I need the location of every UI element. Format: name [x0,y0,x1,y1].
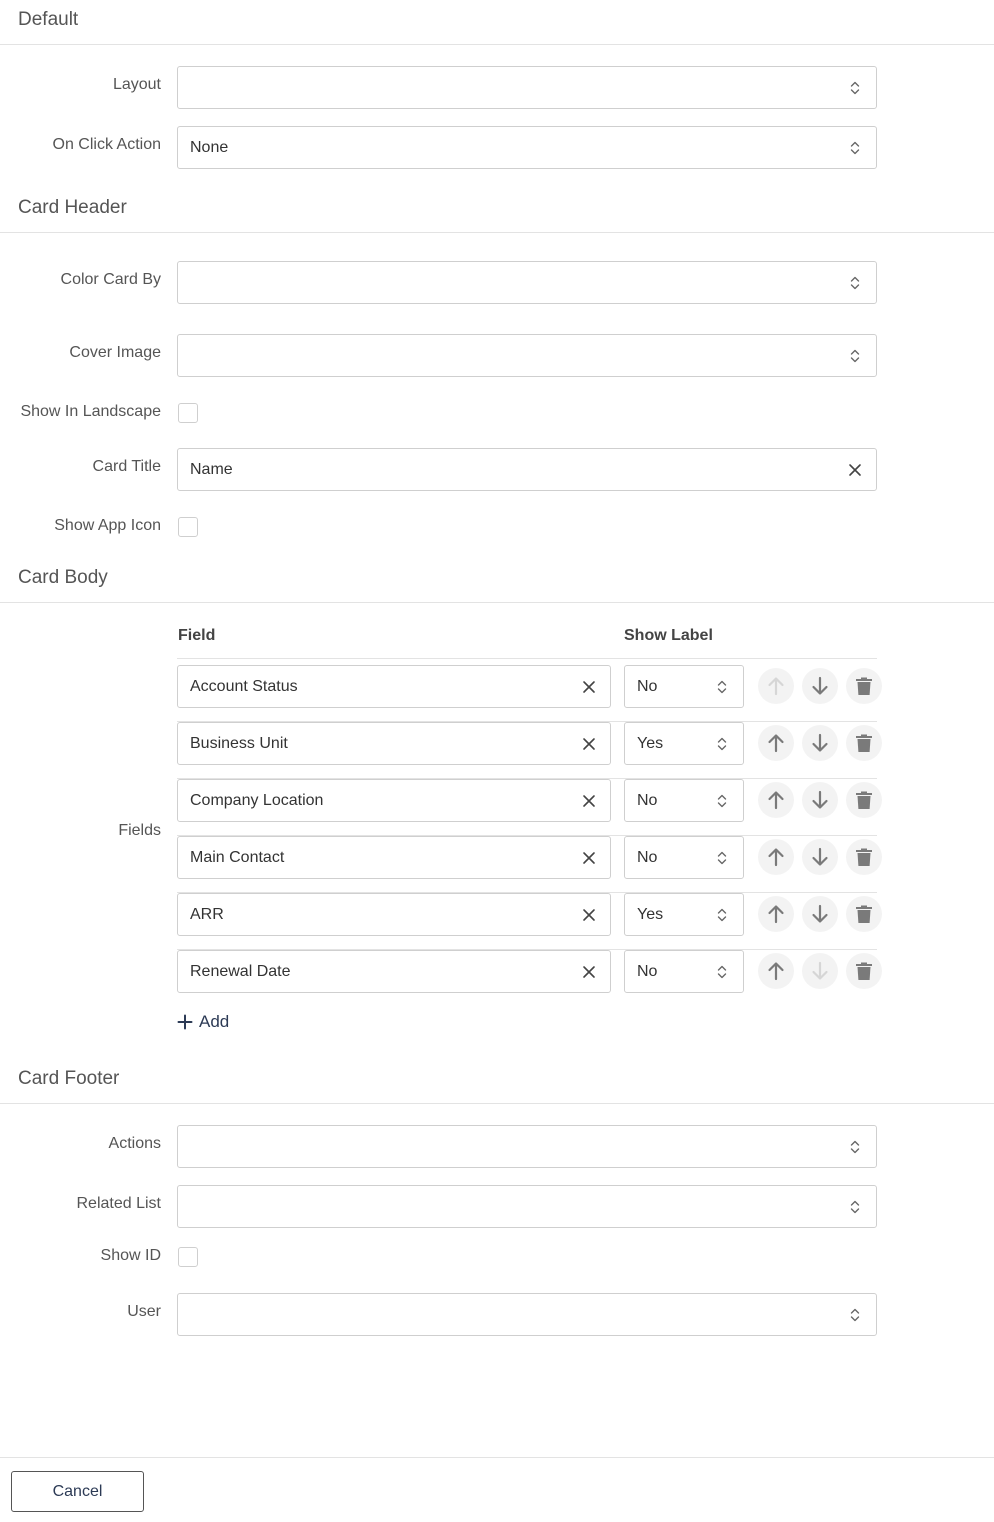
field-value: Main Contact [190,848,285,866]
arrow-up-icon [767,790,785,810]
arrow-down-icon [811,961,829,981]
clear-icon[interactable] [578,961,600,983]
section-title-default: Default [18,9,79,30]
table-row [177,779,877,836]
arrow-up-icon [767,904,785,924]
section-title-card-header: Card Header [18,197,127,218]
chevron-up-down-icon [848,77,862,99]
actions-label: Actions [108,1135,161,1152]
arrow-up-icon [767,733,785,753]
show-app-icon-checkbox[interactable] [178,517,198,537]
field-select[interactable] [177,836,611,879]
field-select[interactable] [177,779,611,822]
field-value: Business Unit [190,734,288,752]
show-in-landscape-label: Show In Landscape [20,403,161,420]
show-id-label: Show ID [100,1247,161,1264]
delete-button[interactable] [846,668,882,704]
show-app-icon-label: Show App Icon [54,517,161,534]
show-label-select[interactable] [624,836,744,879]
card-title-label: Card Title [92,458,161,475]
chevron-up-down-icon [848,1304,862,1326]
table-row [177,665,877,722]
column-header-field: Field [178,627,216,644]
layout-select[interactable] [177,66,877,109]
field-select[interactable] [177,722,611,765]
on-click-action-label: On Click Action [52,136,161,153]
show-in-landscape-checkbox[interactable] [178,403,198,423]
add-field-button[interactable] [177,1012,229,1032]
on-click-action-select[interactable] [177,126,877,169]
cover-image-select[interactable] [177,334,877,377]
cover-image-label: Cover Image [69,344,161,361]
clear-icon[interactable] [578,733,600,755]
plus-icon [177,1014,193,1030]
chevron-up-down-icon [848,345,862,367]
move-down-button[interactable] [802,839,838,875]
field-value: Company Location [190,791,324,809]
fields-label: Fields [118,822,161,839]
move-up-button[interactable] [758,782,794,818]
arrow-down-icon [811,847,829,867]
chevron-up-down-icon [848,272,862,294]
trash-icon [855,733,873,753]
show-id-checkbox[interactable] [178,1247,198,1267]
user-select[interactable] [177,1293,877,1336]
related-list-select[interactable] [177,1185,877,1228]
trash-icon [855,904,873,924]
chevron-up-down-icon [715,961,729,983]
delete-button[interactable] [846,782,882,818]
chevron-up-down-icon [848,137,862,159]
section-title-card-body: Card Body [18,567,108,588]
layout-label: Layout [112,76,161,93]
arrow-down-icon [811,676,829,696]
card-title-value: Name [190,460,233,478]
chevron-up-down-icon [715,847,729,869]
clear-icon[interactable] [578,904,600,926]
move-down-button[interactable] [802,668,838,704]
show-label-select[interactable] [624,665,744,708]
show-label-value: No [637,791,658,809]
move-up-button[interactable] [758,953,794,989]
show-label-value: No [637,677,658,695]
arrow-up-icon [767,961,785,981]
arrow-up-icon [767,676,785,696]
move-up-button[interactable] [758,668,794,704]
show-label-value: Yes [637,905,664,923]
chevron-up-down-icon [715,790,729,812]
cancel-button[interactable]: Cancel [11,1471,144,1512]
actions-select[interactable] [177,1125,877,1168]
section-title-card-footer: Card Footer [18,1068,120,1089]
move-up-button[interactable] [758,896,794,932]
delete-button[interactable] [846,725,882,761]
delete-button[interactable] [846,953,882,989]
clear-icon[interactable] [578,676,600,698]
arrow-down-icon [811,733,829,753]
delete-button[interactable] [846,839,882,875]
field-value: Renewal Date [190,962,291,980]
on-click-action-value: None [190,138,229,156]
trash-icon [855,961,873,981]
chevron-up-down-icon [848,1196,862,1218]
chevron-up-down-icon [715,733,729,755]
add-field-label: Add [199,1012,230,1031]
arrow-down-icon [811,790,829,810]
section-divider [0,44,994,45]
color-card-by-label: Color Card By [60,271,161,288]
user-label: User [127,1303,161,1320]
section-divider [0,1103,994,1104]
field-select[interactable] [177,950,611,993]
show-label-value: No [637,962,658,980]
table-row [177,836,877,893]
field-select[interactable] [177,665,611,708]
show-label-value: Yes [637,734,664,752]
footer-divider [0,1457,994,1458]
trash-icon [855,676,873,696]
section-divider [0,232,994,233]
show-label-select[interactable] [624,722,744,765]
card-title-select[interactable] [177,448,877,491]
clear-icon[interactable] [844,459,866,481]
color-card-by-select[interactable] [177,261,877,304]
column-header-show-label: Show Label [624,627,713,644]
trash-icon [855,790,873,810]
related-list-label: Related List [76,1195,161,1212]
clear-icon[interactable] [578,790,600,812]
move-down-button[interactable] [802,953,838,989]
move-down-button[interactable] [802,725,838,761]
table-row [177,722,877,779]
clear-icon[interactable] [578,847,600,869]
arrow-down-icon [811,904,829,924]
show-label-value: No [637,848,658,866]
field-value: Account Status [190,677,298,695]
move-down-button[interactable] [802,896,838,932]
trash-icon [855,847,873,867]
delete-button[interactable] [846,896,882,932]
move-up-button[interactable] [758,839,794,875]
chevron-up-down-icon [715,904,729,926]
arrow-up-icon [767,847,785,867]
chevron-up-down-icon [848,1136,862,1158]
show-label-select[interactable] [624,779,744,822]
chevron-up-down-icon [715,676,729,698]
move-down-button[interactable] [802,782,838,818]
table-row [177,893,877,950]
show-label-select[interactable] [624,950,744,993]
field-select[interactable] [177,893,611,936]
section-divider [0,602,994,603]
move-up-button[interactable] [758,725,794,761]
show-label-select[interactable] [624,893,744,936]
table-row [177,950,877,1007]
field-value: ARR [190,905,224,923]
table-divider [177,658,877,659]
